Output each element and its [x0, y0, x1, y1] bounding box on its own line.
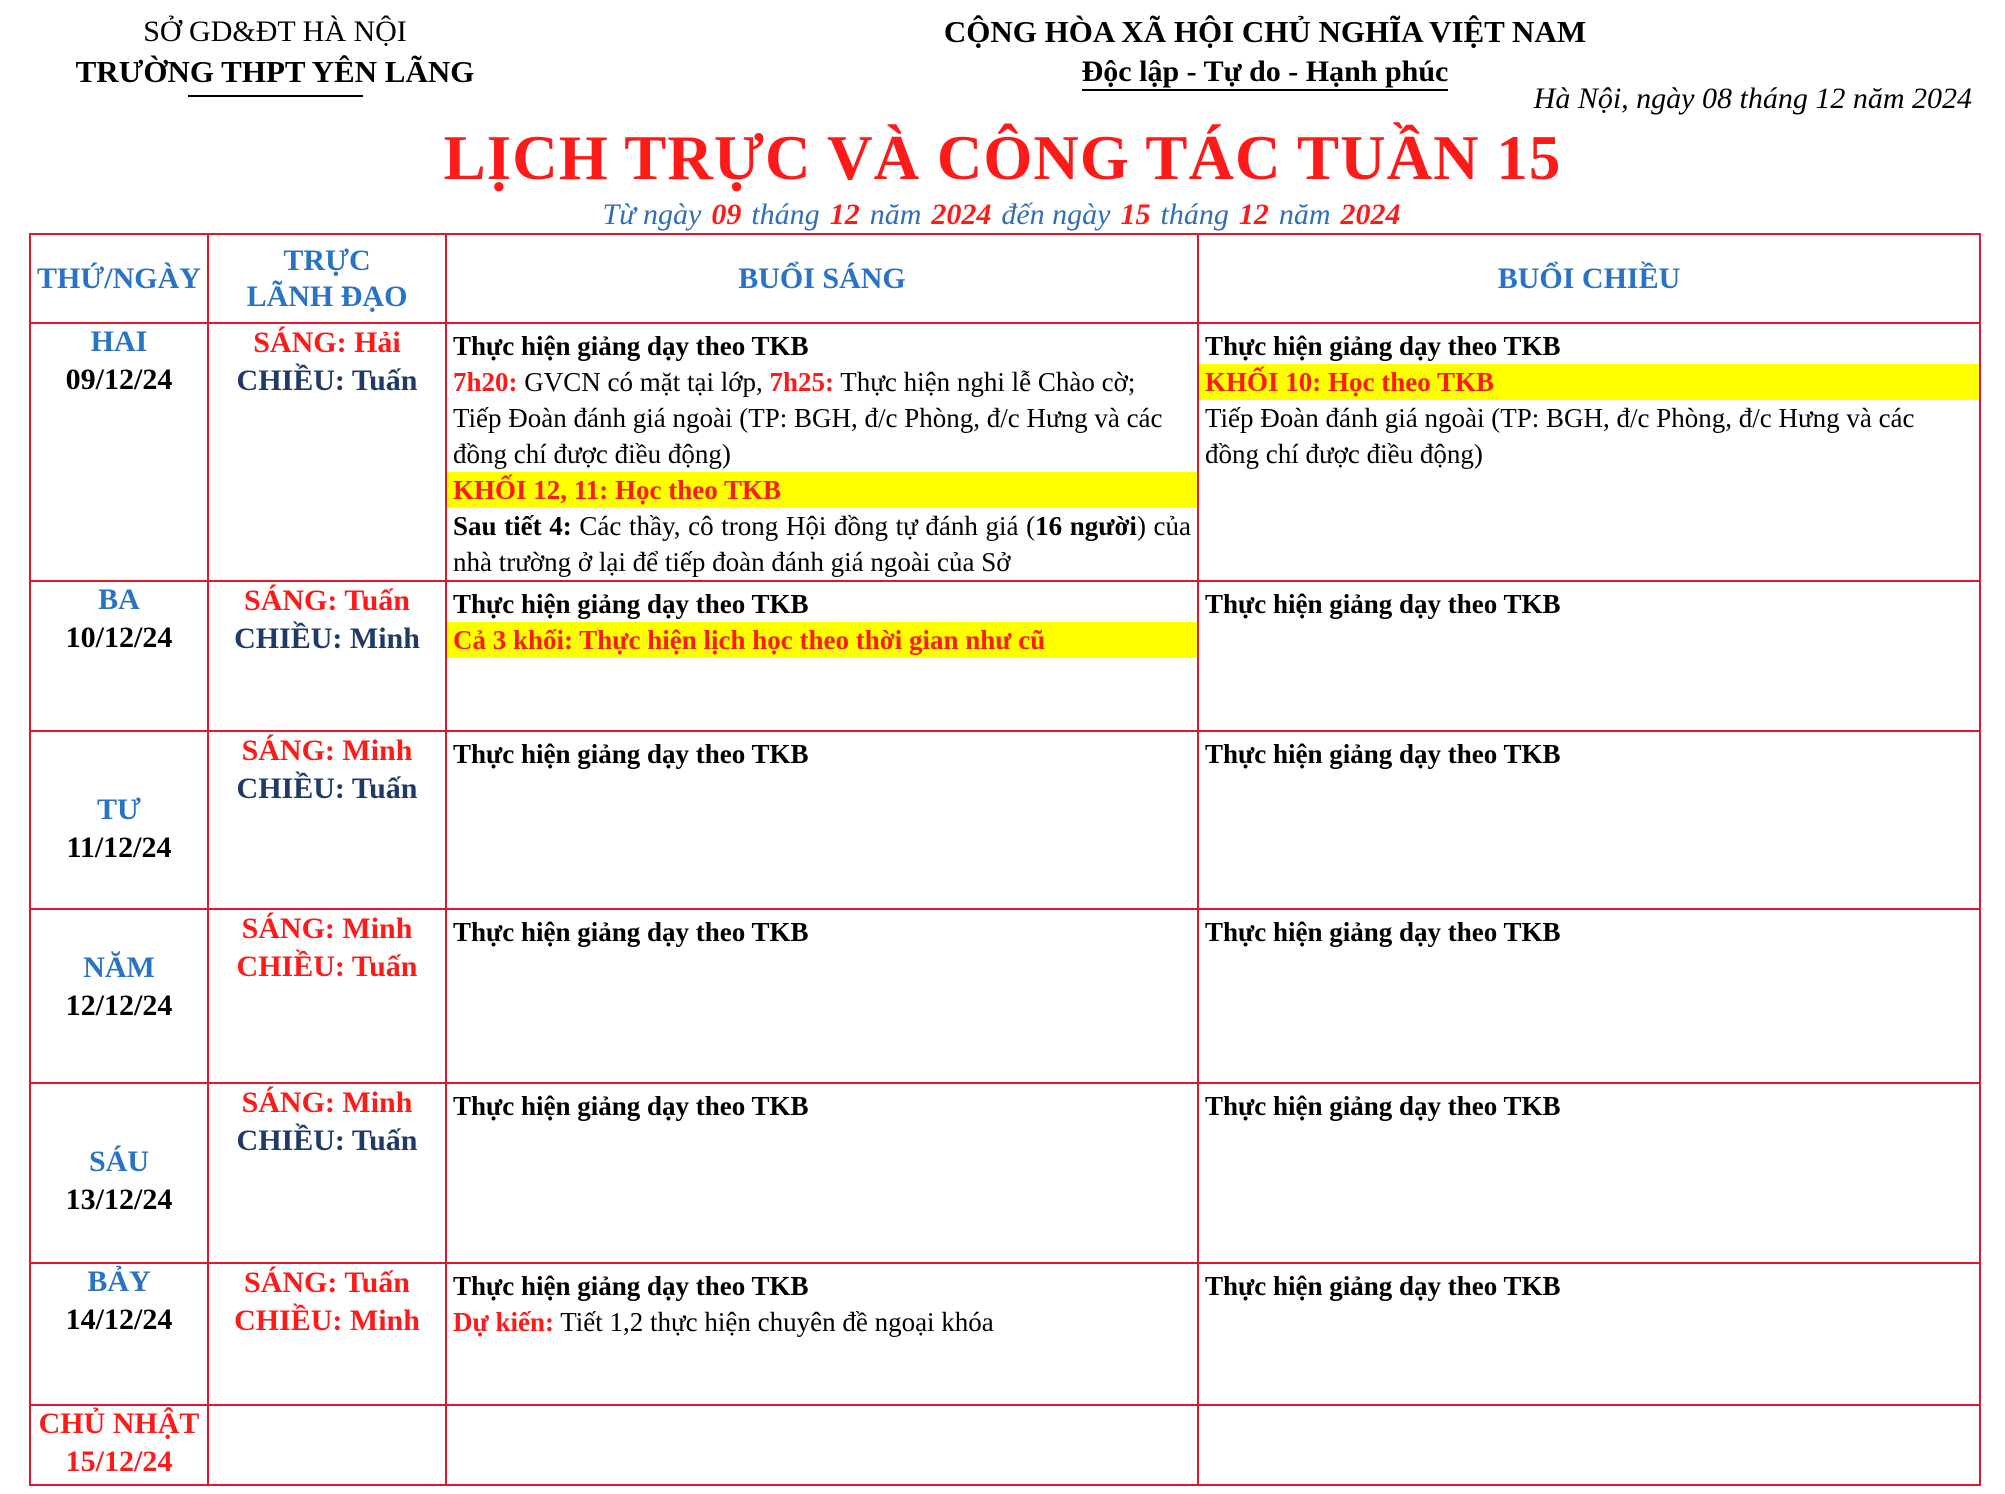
afternoon-cell: Thực hiện giảng dạy theo TKB: [1198, 1263, 1980, 1405]
day-cell: SÁU 13/12/24: [30, 1083, 208, 1263]
duty-cell: SÁNG: Tuấn CHIỀU: Minh: [208, 1263, 446, 1405]
header-duty: TRỰC LÃNH ĐẠO: [208, 234, 446, 323]
duty-cell: SÁNG: Hải CHIỀU: Tuấn: [208, 323, 446, 581]
day-cell: BA 10/12/24: [30, 581, 208, 731]
department-name: SỞ GD&ĐT HÀ NỘI: [143, 15, 407, 48]
task-line: Tiếp Đoàn đánh giá ngoài (TP: BGH, đ/c Phòng, đ/c Hưng và các đồng chí được điều động): [1205, 403, 1915, 469]
header-divider: [188, 95, 363, 97]
table-row: [30, 1405, 1980, 1485]
table-row: [30, 909, 1980, 1083]
duty-cell: SÁNG: Minh CHIỀU: Tuấn: [208, 909, 446, 1083]
day-cell: BẢY 14/12/24: [30, 1263, 208, 1405]
afternoon-cell: Thực hiện giảng dạy theo TKB: [1198, 581, 1980, 731]
table-row: [30, 731, 1980, 909]
day-cell: TƯ 11/12/24: [30, 731, 208, 909]
highlight-note: Cả 3 khối: Thực hiện lịch học theo thời gian như cũ: [447, 622, 1197, 658]
task-line: Tiếp Đoàn đánh giá ngoài (TP: BGH, đ/c Phòng, đ/c Hưng và các đồng chí được điều động): [453, 403, 1163, 469]
schedule-table: [29, 233, 1981, 1486]
day-date: 09/12/24: [65, 363, 173, 396]
duty-cell: [208, 1405, 446, 1485]
header-afternoon: BUỔI CHIỀU: [1198, 234, 1980, 323]
morning-cell: Thực hiện giảng dạy theo TKB Dự kiến: Tiết 1,2 thực hiện chuyên đề ngoại khóa: [446, 1263, 1198, 1405]
morning-cell: Thực hiện giảng dạy theo TKB: [446, 731, 1198, 909]
table-row: [30, 581, 1980, 731]
afternoon-cell: [1198, 1405, 1980, 1485]
issuer-header: [30, 12, 520, 97]
day-name: HAI: [90, 325, 148, 358]
task-line: Sau tiết 4: Các thầy, cô trong Hội đồng tự đánh giá (16 người) của nhà trường ở lại để tiếp đoàn đánh giá ngoài của Sở: [453, 511, 1192, 577]
afternoon-cell: Thực hiện giảng dạy theo TKB: [1198, 909, 1980, 1083]
national-header: [845, 12, 1685, 92]
morning-cell: [446, 1405, 1198, 1485]
morning-cell: Thực hiện giảng dạy theo TKB Cả 3 khối: Thực hiện lịch học theo thời gian như cũ: [446, 581, 1198, 731]
afternoon-cell: Thực hiện giảng dạy theo TKB: [1198, 731, 1980, 909]
table-row: [30, 323, 1980, 581]
day-cell: NĂM 12/12/24: [30, 909, 208, 1083]
table-header-row: [30, 234, 1980, 323]
date-range: Từ ngày 09 tháng 12 năm 2024 đến ngày 15 tháng 12 năm 2024: [602, 198, 1401, 231]
task-line: 7h20: GVCN có mặt tại lớp, 7h25: Thực hiện nghi lễ Chào cờ;: [453, 367, 1136, 397]
task-line: Dự kiến: Tiết 1,2 thực hiện chuyên đề ngoại khóa: [453, 1307, 994, 1337]
day-cell: [30, 323, 208, 581]
morning-cell: Thực hiện giảng dạy theo TKB: [446, 909, 1198, 1083]
highlight-note: KHỐI 12, 11: Học theo TKB: [447, 472, 1197, 508]
duty-cell: SÁNG: Tuấn CHIỀU: Minh: [208, 581, 446, 731]
morning-cell: Thực hiện giảng dạy theo TKB: [446, 1083, 1198, 1263]
table-row: [30, 1263, 1980, 1405]
duty-cell: SÁNG: Minh CHIỀU: Tuấn: [208, 731, 446, 909]
afternoon-cell: [1198, 323, 1980, 581]
header-morning: BUỔI SÁNG: [446, 234, 1198, 323]
table-row: [30, 1083, 1980, 1263]
place-date: Hà Nội, ngày 08 tháng 12 năm 2024: [1533, 82, 1972, 115]
morning-cell: [446, 323, 1198, 581]
page-title: LỊCH TRỰC VÀ CÔNG TÁC TUẦN 15: [443, 123, 1562, 193]
national-motto: Độc lập - Tự do - Hạnh phúc: [1082, 55, 1449, 91]
highlight-note: KHỐI 10: Học theo TKB: [1199, 364, 1979, 400]
day-cell: CHỦ NHẬT 15/12/24: [30, 1405, 208, 1485]
task-line: Thực hiện giảng dạy theo TKB: [453, 331, 809, 361]
header-day: THỨ/NGÀY: [30, 234, 208, 323]
afternoon-cell: Thực hiện giảng dạy theo TKB: [1198, 1083, 1980, 1263]
school-name: TRƯỜNG THPT YÊN LÃNG: [75, 54, 475, 89]
duty-cell: SÁNG: Minh CHIỀU: Tuấn: [208, 1083, 446, 1263]
task-line: Thực hiện giảng dạy theo TKB: [1205, 331, 1561, 361]
country-name: CỘNG HÒA XÃ HỘI CHỦ NGHĨA VIỆT NAM: [943, 14, 1587, 49]
